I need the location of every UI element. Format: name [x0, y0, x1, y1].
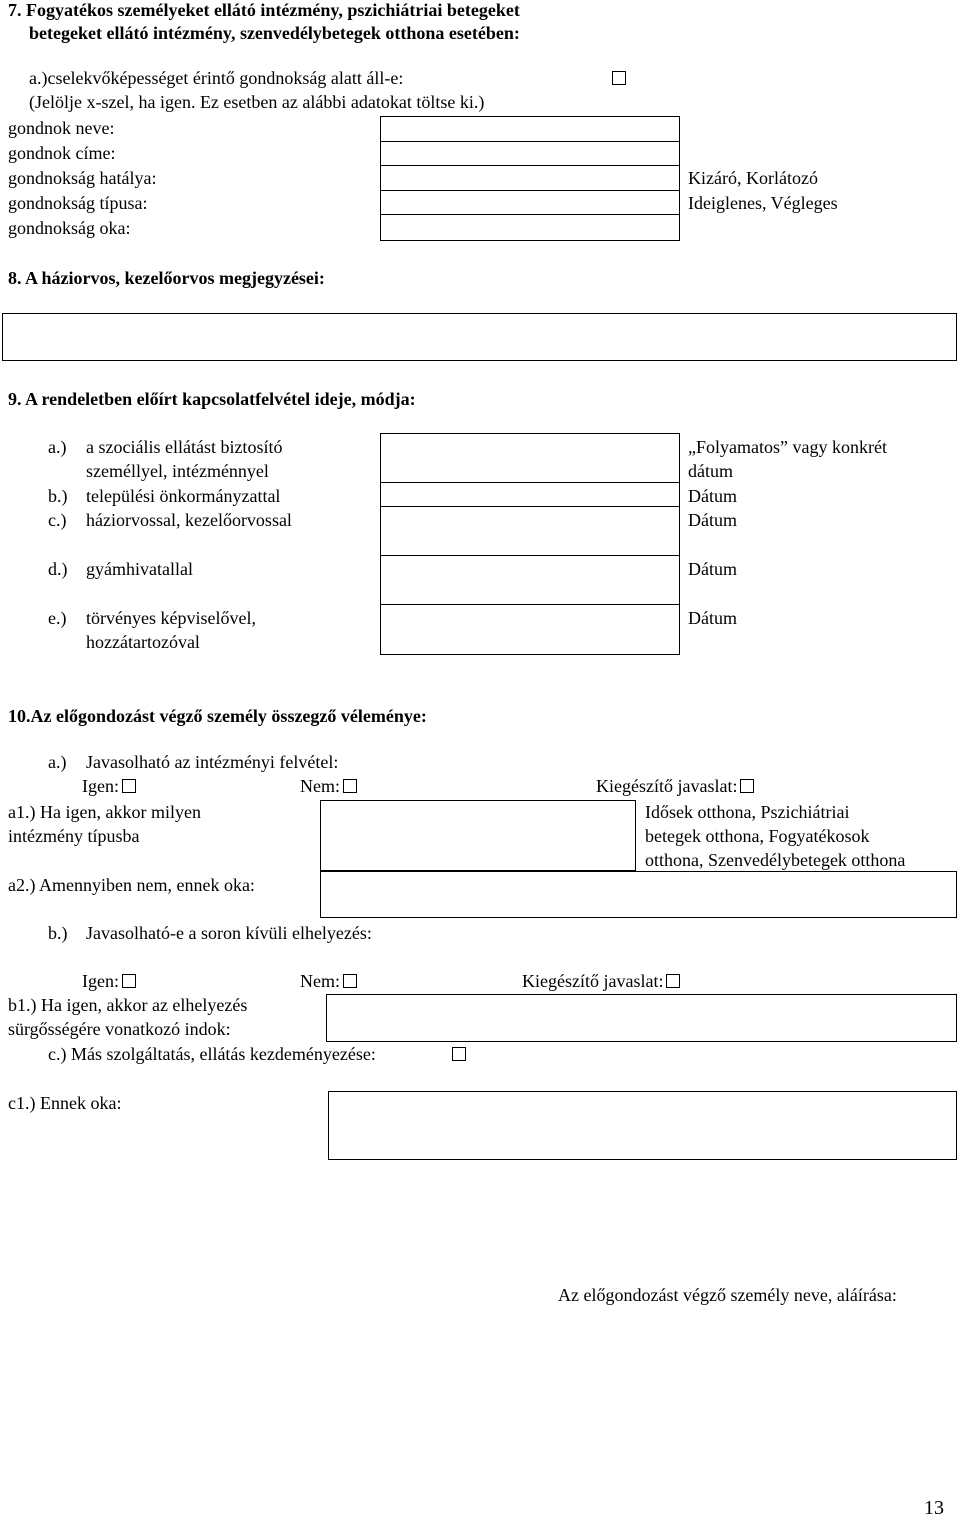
section-10-title: 10.Az előgondozást végző személy összegző véleménye: [8, 706, 427, 726]
other-service-checkbox[interactable] [452, 1047, 466, 1061]
guardianship-fields [380, 116, 680, 241]
priority-supplement-checkbox[interactable] [666, 974, 680, 988]
admission-letter: a.) [48, 752, 67, 772]
contact-fields [380, 433, 680, 655]
admission-no [300, 774, 357, 798]
admission-yes-label: Igen: [82, 776, 119, 796]
admission-no-label: Nem: [300, 776, 340, 796]
priority-supplement [522, 969, 680, 993]
contact-row-e-label: törvényes képviselővel, [86, 608, 256, 628]
contact-field-b[interactable] [381, 483, 679, 507]
admission-supplement [596, 774, 754, 798]
contact-row-a-label-2: személlyel, intézménnyel [86, 461, 269, 481]
contact-row-b-hint: Dátum [688, 486, 737, 506]
guardianship-checkbox[interactable] [612, 71, 626, 85]
admission-yes-checkbox[interactable] [122, 779, 136, 793]
guardianship-effect-label: gondnokság hatálya: [8, 168, 157, 188]
contact-field-e[interactable] [381, 605, 679, 653]
other-service-label: c.) Más szolgáltatás, ellátás kezdeményezése: [48, 1044, 376, 1064]
contact-row-d-letter: d.) [48, 559, 68, 579]
institution-type-hint-1: Idősek otthona, Pszichiátriai [645, 802, 850, 822]
admission-no-checkbox[interactable] [343, 779, 357, 793]
section-7-title-line2: betegeket ellátó intézmény, szenvedélybetegek otthona esetében: [29, 23, 520, 43]
contact-row-c-label: háziorvossal, kezelőorvossal [86, 510, 292, 530]
priority-question: Javasolható-e a soron kívüli elhelyezés: [86, 923, 372, 943]
guardianship-question: a.)cselekvőképességet érintő gondnokság alatt áll-e: [29, 68, 404, 88]
priority-letter: b.) [48, 923, 68, 943]
institution-type-field[interactable] [320, 800, 636, 871]
contact-row-a-hint: „Folyamatos” vagy konkrét [688, 437, 887, 457]
priority-no-checkbox[interactable] [343, 974, 357, 988]
priority-supplement-label: Kiegészítő javaslat: [522, 971, 664, 991]
other-service-reason-label: c1.) Ennek oka: [8, 1093, 122, 1113]
rejection-reason-field[interactable] [320, 871, 957, 918]
admission-question: Javasolható az intézményi felvétel: [86, 752, 339, 772]
guardianship-reason-field[interactable] [381, 215, 679, 239]
institution-type-hint-3: otthona, Szenvedélybetegek otthona [645, 850, 906, 870]
other-service-reason-field[interactable] [328, 1091, 957, 1160]
institution-type-hint-2: betegek otthona, Fogyatékosok [645, 826, 870, 846]
contact-field-d[interactable] [381, 556, 679, 605]
priority-yes-checkbox[interactable] [122, 974, 136, 988]
contact-row-e-letter: e.) [48, 608, 67, 628]
signature-label: Az előgondozást végző személy neve, aláírása: [558, 1285, 897, 1305]
contact-row-d-hint: Dátum [688, 559, 737, 579]
contact-row-e-label-2: hozzátartozóval [86, 632, 200, 652]
urgency-reason-label: b1.) Ha igen, akkor az elhelyezés [8, 995, 248, 1015]
priority-no [300, 969, 357, 993]
contact-field-a[interactable] [381, 434, 679, 483]
effect-options-hint: Kizáró, Korlátozó [688, 168, 818, 188]
guardian-name-label: gondnok neve: [8, 118, 115, 138]
priority-no-label: Nem: [300, 971, 340, 991]
section-9-title: 9. A rendeletben előírt kapcsolatfelvétel ideje, módja: [8, 389, 416, 409]
contact-row-d-label: gyámhivatallal [86, 559, 193, 579]
admission-yes [82, 774, 136, 798]
section-8-title: 8. A háziorvos, kezelőorvos megjegyzései: [8, 268, 325, 288]
type-options-hint: Ideiglenes, Végleges [688, 193, 838, 213]
institution-type-label-2: intézmény típusba [8, 826, 140, 846]
guardian-name-field[interactable] [381, 117, 679, 142]
section-7-title-line1: 7. Fogyatékos személyeket ellátó intézmény, pszichiátriai betegeket [8, 0, 520, 20]
contact-row-c-letter: c.) [48, 510, 67, 530]
guardianship-type-label: gondnokság típusa: [8, 193, 148, 213]
urgency-reason-field[interactable] [326, 994, 957, 1042]
rejection-reason-label: a2.) Amennyiben nem, ennek oka: [8, 875, 255, 895]
doctor-notes-field[interactable] [2, 313, 957, 361]
institution-type-label: a1.) Ha igen, akkor milyen [8, 802, 201, 822]
contact-field-c[interactable] [381, 507, 679, 556]
priority-yes [82, 969, 136, 993]
contact-row-b-letter: b.) [48, 486, 68, 506]
urgency-reason-label-2: sürgősségére vonatkozó indok: [8, 1019, 231, 1039]
contact-row-b-label: települési önkormányzattal [86, 486, 281, 506]
contact-row-a-label: a szociális ellátást biztosító [86, 437, 283, 457]
guardianship-reason-label: gondnokság oka: [8, 218, 131, 238]
guardianship-type-field[interactable] [381, 191, 679, 216]
guardianship-instruction: (Jelölje x-szel, ha igen. Ez esetben az alábbi adatokat töltse ki.) [29, 92, 485, 112]
guardian-address-label: gondnok címe: [8, 143, 116, 163]
admission-supplement-label: Kiegészítő javaslat: [596, 776, 738, 796]
admission-supplement-checkbox[interactable] [740, 779, 754, 793]
page-number: 13 [924, 1497, 944, 1519]
priority-yes-label: Igen: [82, 971, 119, 991]
contact-row-a-hint-2: dátum [688, 461, 733, 481]
contact-row-a-letter: a.) [48, 437, 67, 457]
guardian-address-field[interactable] [381, 142, 679, 167]
contact-row-e-hint: Dátum [688, 608, 737, 628]
guardianship-effect-field[interactable] [381, 166, 679, 191]
contact-row-c-hint: Dátum [688, 510, 737, 530]
